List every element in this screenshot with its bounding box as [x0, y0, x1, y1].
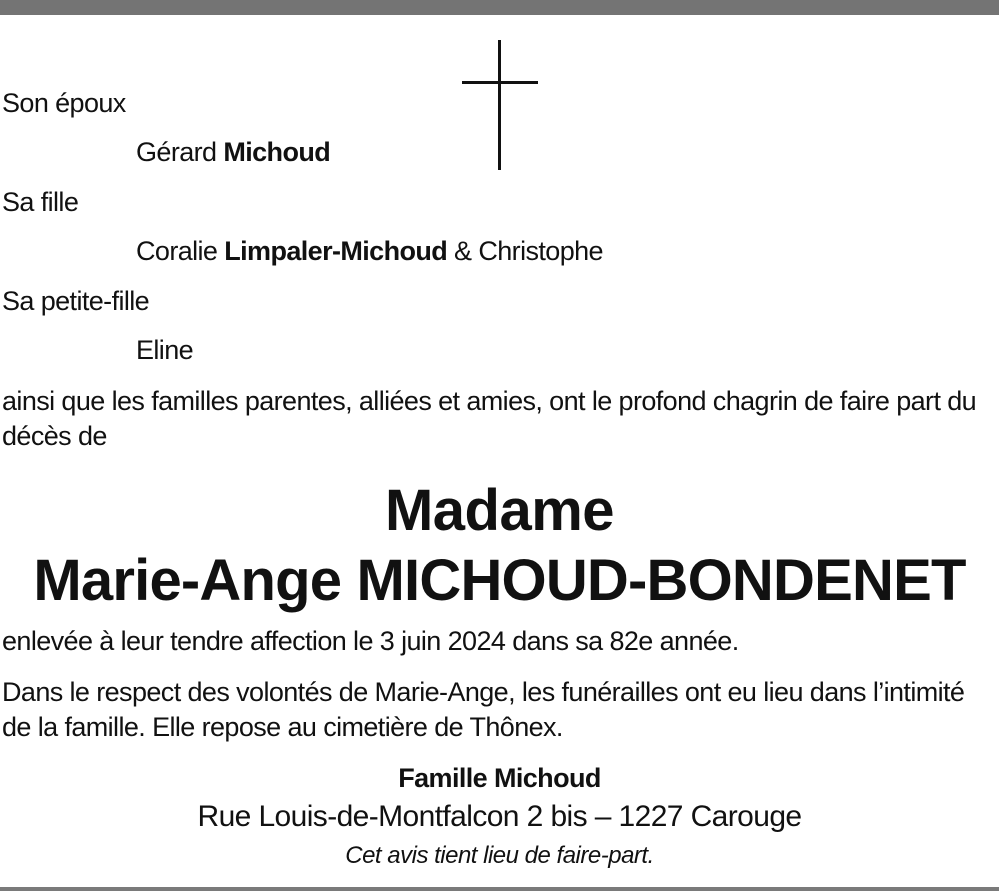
last-name: Michoud	[223, 137, 331, 167]
deceased-name: Marie-Ange MICHOUD-BONDENET	[33, 548, 966, 613]
bottom-border	[0, 887, 999, 891]
cross-icon	[462, 40, 538, 170]
notice-note: Cet avis tient lieu de faire-part.	[345, 842, 654, 869]
relative-name-daughter	[136, 234, 603, 268]
last-name: Limpaler-Michoud	[224, 236, 448, 266]
relation-label-spouse: Son époux	[2, 88, 126, 118]
first-name: Coralie	[136, 236, 225, 266]
signature: Famille Michoud	[398, 763, 601, 793]
top-border	[0, 0, 999, 15]
first-name: Gérard	[136, 137, 224, 167]
relation-label-daughter: Sa fille	[2, 187, 79, 217]
relative-name-spouse	[136, 135, 330, 169]
funeral-text: Dans le respect des volontés de Marie-Ange, les funérailles ont eu lieu dans l’intimité de la famille. Elle repose au cimetière de Thônex.	[2, 677, 965, 742]
relation-label-granddaughter: Sa petite-fille	[2, 286, 150, 316]
address: Rue Louis-de-Montfalcon 2 bis – 1227 Carouge	[197, 800, 802, 833]
partner-name: & Christophe	[447, 236, 603, 266]
relative-name-granddaughter: Eline	[136, 335, 194, 365]
announcement-text: ainsi que les familles parentes, alliées et amies, ont le profond chagrin de faire part du décès de	[2, 386, 977, 451]
deceased-title: Madame	[384, 478, 615, 543]
death-line: enlevée à leur tendre affection le 3 juin 2024 dans sa 82e année.	[2, 626, 739, 656]
